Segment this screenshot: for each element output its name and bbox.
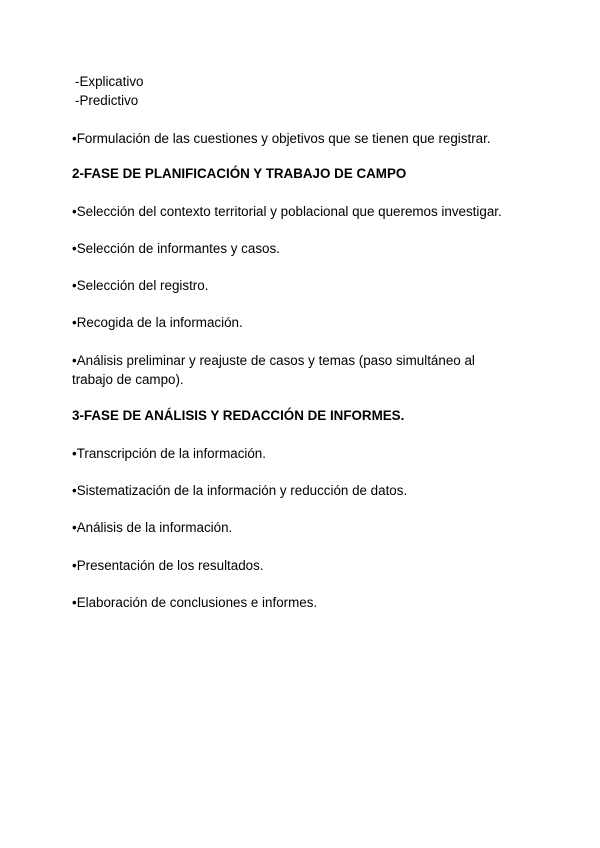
section-heading-fase-2: 2-FASE DE PLANIFICACIÓN Y TRABAJO DE CAMPO: [72, 166, 407, 181]
bullet-sistematizacion: •Sistematización de la información y reducción de datos.: [72, 483, 408, 498]
bullet-recogida: •Recogida de la información.: [72, 315, 243, 330]
bullet-transcripcion: •Transcripción de la información.: [72, 446, 266, 461]
bullet-presentacion: •Presentación de los resultados.: [72, 558, 264, 573]
bullet-analisis-informacion: •Análisis de la información.: [72, 520, 233, 535]
bullet-elaboracion: •Elaboración de conclusiones e informes.: [72, 595, 318, 610]
bullet-seleccion-contexto: •Selección del contexto territorial y poblacional que queremos investigar.: [72, 204, 502, 219]
section-heading-fase-3: 3-FASE DE ANÁLISIS Y REDACCIÓN DE INFORMES.: [72, 408, 405, 423]
bullet-analisis-preliminar-line-1: •Análisis preliminar y reajuste de casos y temas (paso simultáneo al: [72, 353, 475, 368]
bullet-seleccion-informantes: •Selección de informantes y casos.: [72, 241, 280, 256]
list-item-explicativo: -Explicativo: [75, 74, 144, 89]
list-item-predictivo: -Predictivo: [75, 93, 139, 108]
bullet-analisis-preliminar-line-2: trabajo de campo).: [72, 372, 184, 387]
bullet-formulacion: •Formulación de las cuestiones y objetivos que se tienen que registrar.: [72, 131, 491, 146]
bullet-seleccion-registro: •Selección del registro.: [72, 278, 209, 293]
